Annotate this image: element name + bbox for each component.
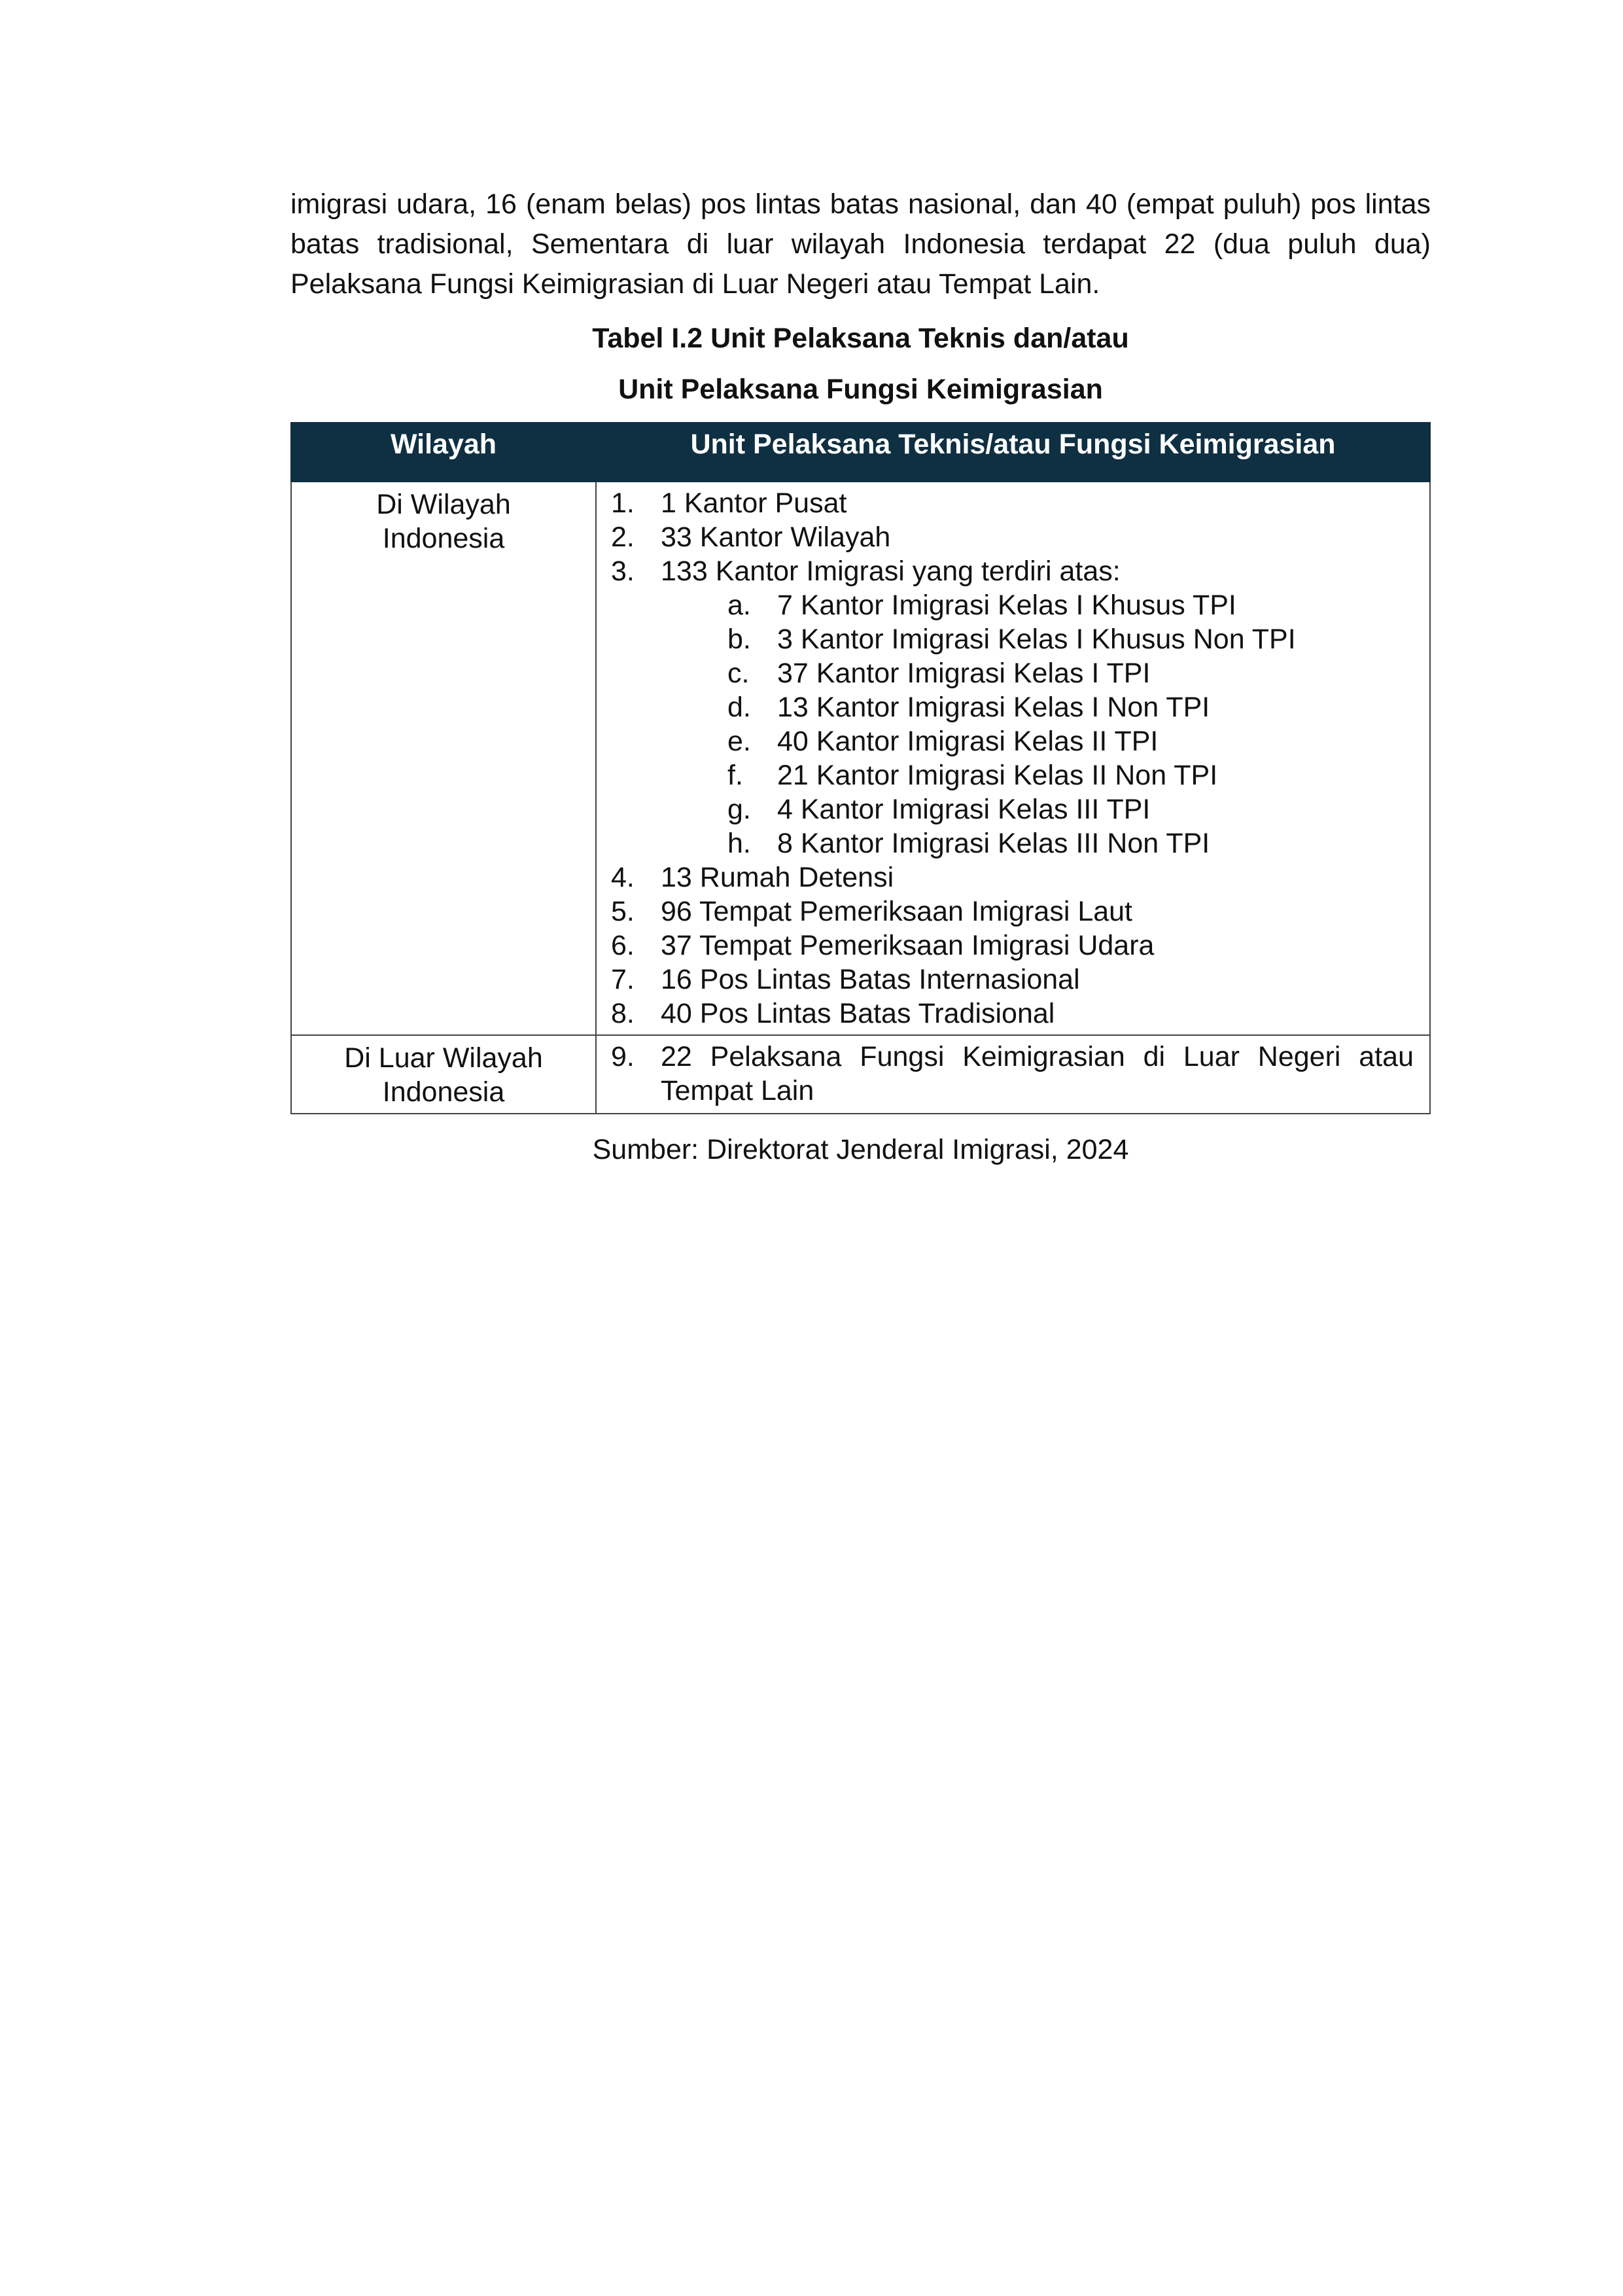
list-number: 1. (611, 487, 635, 519)
list-number: 2. (611, 521, 635, 553)
sub-list-item (611, 826, 1414, 860)
document-body (290, 185, 1431, 1168)
sub-list-item (611, 792, 1414, 826)
list-number: 3. (611, 556, 635, 587)
list-text: 22 Pelaksana Fungsi Keimigrasian di Luar Negeri atau Tempat Lain (661, 1041, 1414, 1106)
sub-list-letter: a. (727, 590, 751, 621)
sub-list-item (611, 622, 1414, 656)
sub-list-item (611, 588, 1414, 622)
list-text: 33 Kantor Wilayah (661, 521, 891, 553)
sub-list-item (611, 690, 1414, 724)
sub-list-text: 7 Kantor Imigrasi Kelas I Khusus TPI (777, 590, 1236, 621)
sub-list-text: 21 Kantor Imigrasi Kelas II Non TPI (777, 760, 1218, 791)
region-label-line: Di Luar Wilayah (344, 1042, 543, 1074)
list-text: 133 Kantor Imigrasi yang terdiri atas: (661, 556, 1121, 587)
sub-list-letter: c. (727, 658, 750, 689)
list-number: 7. (611, 964, 635, 995)
sub-list-text: 4 Kantor Imigrasi Kelas III TPI (777, 794, 1151, 825)
table-caption-line-2: Unit Pelaksana Fungsi Keimigrasian (618, 374, 1103, 405)
sub-list-letter: g. (727, 794, 751, 825)
sub-list-item (611, 724, 1414, 758)
table-header-row (291, 423, 1430, 482)
sub-list-letter: e. (727, 726, 751, 757)
list-number: 4. (611, 862, 635, 893)
list-item (611, 1040, 1414, 1108)
list-text: 37 Tempat Pemeriksaan Imigrasi Udara (661, 930, 1155, 961)
unit-list-cell (596, 482, 1430, 1035)
list-item (611, 997, 1414, 1031)
list-text: 40 Pos Lintas Batas Tradisional (661, 998, 1055, 1029)
region-label-line: Di Wilayah (376, 489, 511, 520)
sub-list-text: 3 Kantor Imigrasi Kelas I Khusus Non TPI (777, 624, 1296, 655)
unit-list-cell (596, 1035, 1430, 1114)
sub-list-text: 37 Kantor Imigrasi Kelas I TPI (777, 658, 1151, 689)
list-text: 13 Rumah Detensi (661, 862, 894, 893)
table-row (291, 1035, 1430, 1114)
sub-list-text: 8 Kantor Imigrasi Kelas III Non TPI (777, 828, 1210, 859)
list-text: 1 Kantor Pusat (661, 487, 847, 519)
list-item (611, 894, 1414, 928)
sub-list-letter: h. (727, 828, 751, 859)
list-item (611, 928, 1414, 963)
table-caption-line-1: Tabel I.2 Unit Pelaksana Teknis dan/atau (592, 323, 1129, 354)
list-number: 6. (611, 930, 635, 961)
list-item (611, 860, 1414, 894)
sub-list-text: 40 Kantor Imigrasi Kelas II TPI (777, 726, 1159, 757)
sub-list-letter: d. (727, 692, 751, 723)
region-label-line: Indonesia (382, 1076, 505, 1108)
region-cell-di-wilayah (291, 482, 596, 1035)
sub-list-item (611, 656, 1414, 690)
sub-list-letter: f. (727, 760, 743, 791)
list-text: 16 Pos Lintas Batas Internasional (661, 964, 1080, 995)
table-row (291, 482, 1430, 1035)
sub-list-item (611, 758, 1414, 792)
sub-list-letter: b. (727, 624, 751, 655)
list-item (611, 486, 1414, 520)
sub-list-text: 13 Kantor Imigrasi Kelas I Non TPI (777, 692, 1210, 723)
header-unit-pelaksana: Unit Pelaksana Teknis/atau Fungsi Keimigrasian (596, 423, 1430, 482)
list-item (611, 554, 1414, 588)
header-wilayah: Wilayah (291, 423, 596, 482)
table-source: Sumber: Direktorat Jenderal Imigrasi, 2024 (592, 1134, 1129, 1165)
units-table (290, 422, 1431, 1114)
list-item (611, 963, 1414, 997)
list-number: 5. (611, 896, 635, 927)
list-number: 9. (611, 1041, 635, 1072)
body-paragraph: imigrasi udara, 16 (enam belas) pos lintas batas nasional, dan 40 (empat puluh) pos lintas batas tradisional, Sementara di luar wilayah Indonesia terdapat 22 (dua puluh dua) Pelaksana Fungsi Keimigrasian di Luar Negeri atau Tempat Lain. (290, 188, 1431, 300)
list-item (611, 520, 1414, 554)
list-text: 96 Tempat Pemeriksaan Imigrasi Laut (661, 896, 1133, 927)
region-cell-di-luar-wilayah (291, 1035, 596, 1114)
list-number: 8. (611, 998, 635, 1029)
region-label-line: Indonesia (382, 523, 505, 554)
